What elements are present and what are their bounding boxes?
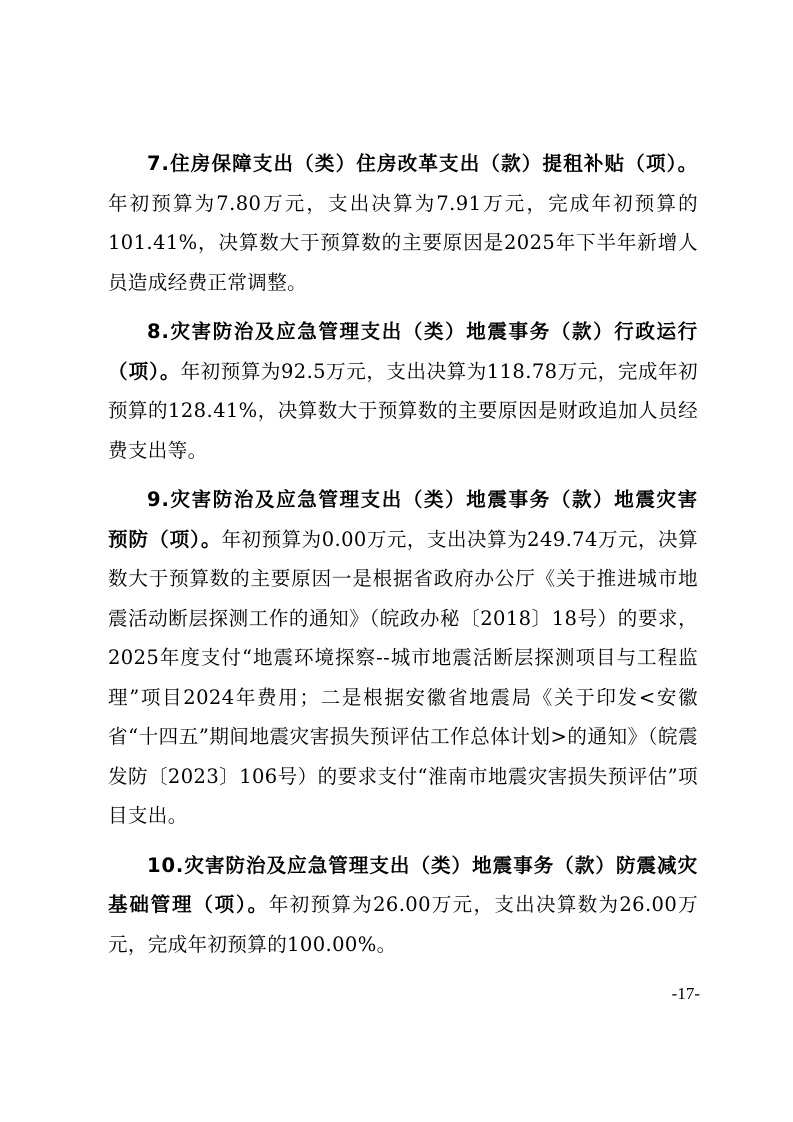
document-body: [108, 144, 698, 974]
paragraph-item-8: [108, 312, 698, 470]
paragraph-text: 年初预算为7.80万元，支出决算为7.91万元，完成年初预算的101.41%，决算数大于预算数的主要原因是2025年下半年新增人员造成经费正常调整。: [108, 191, 698, 294]
paragraph-heading: 7.住房保障支出（类）住房改革支出（款）提租补贴（项）。: [147, 152, 698, 175]
paragraph-text: 年初预算为0.00万元，支出决算为249.74万元，决算数大于预算数的主要原因一是根据省政府办公厅《关于推进城市地震活动断层探测工作的通知》（皖政办秘〔2018〕18号）的要求，2025年度支付“地震环境探察--城市地震活断层探测项目与工程监理”项目2024年费用；二是根据安徽省地震局《关于印发<安徽省“十四五”期间地震灾害损失预评估工作总体计划>的通知》（皖震发防〔2023〕106号）的要求支付“淮南市地震灾害损失预评估”项目支出。: [108, 527, 698, 827]
page-number: -17-: [671, 984, 700, 1003]
paragraph-item-9: [108, 480, 698, 836]
paragraph-heading: 9.灾害防治及应急管理支出（类）地震事务（款）地震灾害预防（项）。: [108, 488, 698, 551]
paragraph-text: 年初预算为26.00万元，支出决算数为26.00万元，完成年初预算的100.00%。: [108, 893, 698, 956]
paragraph-item-7: [108, 144, 698, 302]
paragraph-heading: 10.灾害防治及应急管理支出（类）地震事务（款）防震减灾基础管理（项）。: [108, 853, 698, 916]
paragraph-text: 年初预算为92.5万元，支出决算为118.78万元，完成年初预算的128.41%，决算数大于预算数的主要原因是财政追加人员经费支出等。: [108, 359, 698, 462]
paragraph-heading: 8.灾害防治及应急管理支出（类）地震事务（款）行政运行（项）。: [108, 320, 698, 383]
paragraph-item-10: [108, 846, 698, 965]
